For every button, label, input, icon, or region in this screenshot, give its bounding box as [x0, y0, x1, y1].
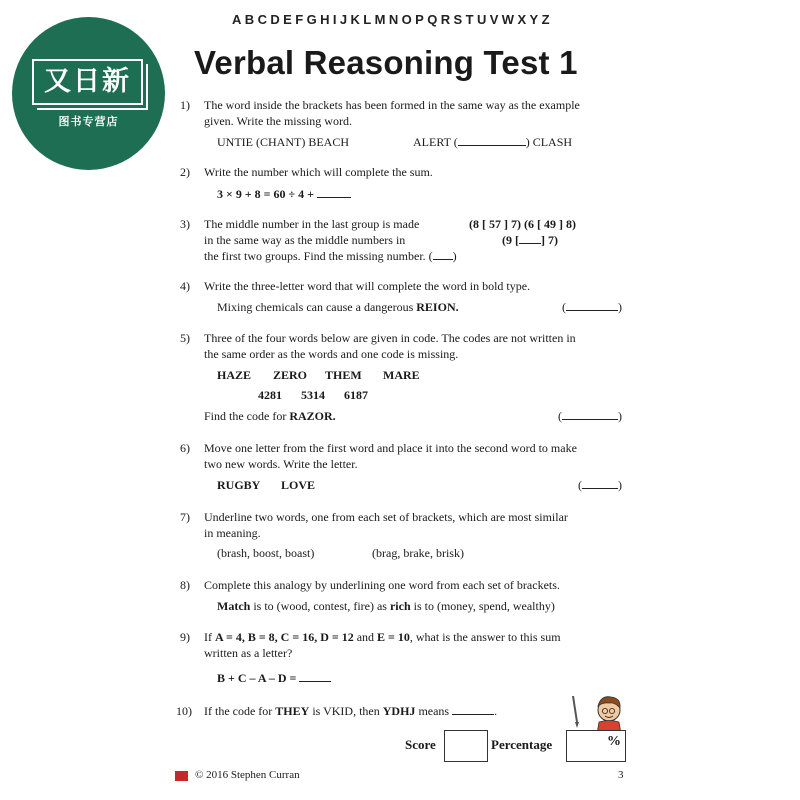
question-text: If the code for THEY is VKID, then YDHJ means .: [204, 704, 498, 718]
code-number: 4281: [258, 388, 282, 402]
number-groups: (8 [ 57 ] 7) (6 [ 49 ] 8): [469, 217, 576, 231]
word-2: LOVE: [281, 478, 316, 492]
answer-blank[interactable]: [458, 134, 526, 146]
question-number: 5): [180, 331, 190, 345]
code-word: HAZE: [217, 368, 252, 382]
question-number: 1): [180, 98, 190, 112]
question-number: 7): [180, 510, 190, 524]
answer-bracket: ( ): [562, 300, 622, 314]
question-text: in the same way as the middle numbers in: [204, 233, 406, 247]
answer-line: ALERT ( ) CLASH: [413, 135, 573, 149]
word-set-1[interactable]: (brash, boost, boast): [217, 546, 315, 560]
answer-blank[interactable]: [452, 703, 494, 715]
question-text: The word inside the brackets has been formed in the same way as the example: [204, 98, 580, 112]
page-title: Verbal Reasoning Test 1: [194, 44, 578, 81]
question-number: 9): [180, 630, 190, 644]
percentage-label: Percentage: [491, 737, 553, 752]
badge-store-name: 又日新: [44, 66, 131, 97]
word-1: RUGBY: [217, 478, 261, 492]
copyright: © 2016 Stephen Curran: [195, 769, 300, 781]
publisher-logo-icon: [175, 771, 188, 781]
answer-bracket: ( ): [558, 409, 622, 423]
last-group: (9 [ ] 7): [502, 233, 558, 247]
answer-blank[interactable]: [562, 408, 618, 420]
code-word: ZERO: [273, 368, 308, 382]
badge-subtitle: 图书专营店: [58, 115, 119, 128]
question-number: 2): [180, 165, 190, 179]
answer-blank[interactable]: [433, 248, 453, 260]
question-number: 4): [180, 279, 190, 293]
question-text: If A = 4, B = 8, C = 16, D = 12 and E = 10, what is the answer to this sum: [204, 630, 561, 644]
answer-bracket: ( ): [578, 478, 622, 492]
code-number: 6187: [344, 388, 368, 402]
question-text: in meaning.: [204, 526, 261, 540]
question-text: Underline two words, one from each set of brackets, which are most similar: [204, 510, 568, 524]
badge-frame: [32, 59, 143, 105]
percent-sign: %: [607, 734, 621, 749]
bold-word: REION.: [416, 300, 459, 314]
code-word: THEM: [325, 368, 362, 382]
question-text: given. Write the missing word.: [204, 114, 352, 128]
analogy-line[interactable]: Match is to (wood, contest, fire) as rich is to (money, spend, wealthy): [217, 599, 555, 613]
answer-blank[interactable]: [317, 186, 351, 198]
question-text: Three of the four words below are given in code. The codes are not written in: [204, 331, 576, 345]
sum-line: B + C – A – D =: [217, 670, 331, 686]
answer-blank[interactable]: [519, 232, 541, 244]
question-text: Write the three-letter word that will complete the word in bold type.: [204, 279, 531, 293]
store-badge: [12, 17, 165, 170]
question-number: 3): [180, 217, 190, 231]
word-set-2[interactable]: (brag, brake, brisk): [372, 546, 464, 560]
question-text: the same order as the words and one code is missing.: [204, 347, 459, 361]
answer-blank[interactable]: [299, 670, 331, 682]
code-number: 5314: [301, 388, 325, 402]
page-number: 3: [618, 769, 624, 781]
find-code: Find the code for RAZOR.: [204, 409, 336, 423]
question-text: The middle number in the last group is made: [204, 217, 420, 231]
question-text: written as a letter?: [204, 646, 293, 660]
sentence: Mixing chemicals can cause a dangerous REION.: [217, 300, 459, 314]
score-box[interactable]: [444, 730, 488, 762]
question-number: 6): [180, 441, 190, 455]
question-number: 8): [180, 578, 190, 592]
answer-blank[interactable]: [582, 477, 618, 489]
alphabet-strip: ABCDEFGHIJKLMNOPQRSTUVWXYZ: [232, 12, 553, 27]
score-label: Score: [405, 737, 436, 752]
code-word: MARE: [383, 368, 420, 382]
sum-line: 3 × 9 + 8 = 60 ÷ 4 +: [217, 186, 351, 202]
question-text: two new words. Write the letter.: [204, 457, 358, 471]
question-text: Write the number which will complete the sum.: [204, 165, 433, 179]
example-text: UNTIE (CHANT) BEACH: [217, 135, 349, 149]
answer-blank[interactable]: [566, 299, 618, 311]
question-text: Move one letter from the first word and place it into the second word to make: [204, 441, 577, 455]
question-text: the first two groups. Find the missing number. ( ): [204, 249, 457, 263]
question-number: 10): [176, 704, 192, 718]
percentage-box[interactable]: [566, 730, 626, 762]
question-text: Complete this analogy by underlining one word from each set of brackets.: [204, 578, 560, 592]
